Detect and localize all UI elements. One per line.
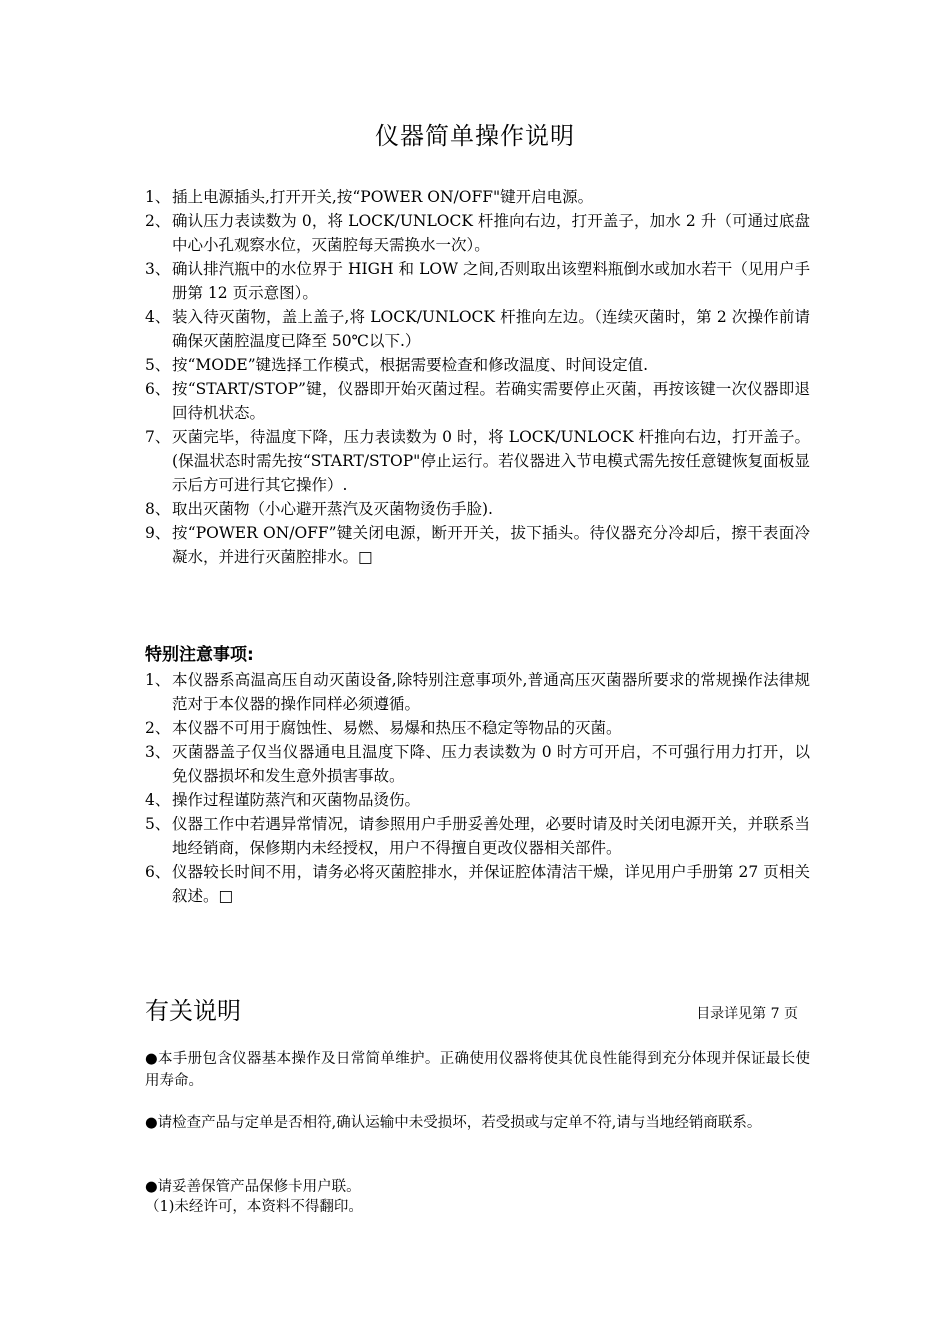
notes-heading: 特别注意事项: (145, 645, 254, 665)
page-title: 仪器简单操作说明 (375, 122, 575, 150)
note-item (145, 788, 810, 812)
operation-step (145, 521, 810, 569)
note-number: 5、 (145, 815, 171, 833)
about-paragraph: （1)未经许可，本资料不得翻印。 (145, 1199, 363, 1215)
step-text: 取出灭菌物（小心避开蒸汽及灭菌物烫伤手脸). (172, 500, 493, 518)
note-number: 4、 (145, 791, 171, 809)
note-item (145, 716, 810, 740)
about-paragraph: ●请检查产品与定单是否相符,确认运输中未受损坏，若受损或与定单不符,请与当地经销商联系。 (145, 1115, 762, 1131)
step-number: 4、 (145, 308, 171, 326)
operation-step (145, 185, 810, 209)
note-number: 3、 (145, 743, 171, 761)
step-text: 装入待灭菌物，盖上盖子,将 LOCK/UNLOCK 杆推向左边。（连续灭菌时，第 2 次操作前请确保灭菌腔温度已降至 50℃以下.） (172, 308, 810, 350)
note-item (145, 740, 810, 788)
step-text: 按“MODE”键选择工作模式，根据需要检查和修改温度、时间设定值. (172, 356, 649, 374)
note-item (145, 812, 810, 860)
note-number: 2、 (145, 719, 171, 737)
note-text: 本仪器不可用于腐蚀性、易燃、易爆和热压不稳定等物品的灭菌。 (172, 719, 622, 737)
step-text: 确认排汽瓶中的水位界于 HIGH 和 LOW 之间,否则取出该塑料瓶倒水或加水若干（见用户手册第 12 页示意图）。 (172, 260, 810, 302)
operation-step (145, 425, 810, 497)
step-number: 5、 (145, 356, 171, 374)
operation-step (145, 353, 810, 377)
note-item (145, 860, 810, 908)
step-number: 6、 (145, 380, 171, 398)
step-text: 确认压力表读数为 0，将 LOCK/UNLOCK 杆推向右边，打开盖子，加水 2 升（可通过底盘中心小孔观察水位，灭菌腔每天需换水一次）。 (172, 212, 810, 254)
step-number: 7、 (145, 428, 171, 446)
step-text: 按“START/STOP”键，仪器即开始灭菌过程。若确实需要停止灭菌，再按该键一次仪器即退回待机状态。 (172, 380, 810, 422)
note-item (145, 668, 810, 716)
step-number: 9、 (145, 524, 171, 542)
special-notes-list (145, 668, 810, 908)
note-number: 6、 (145, 863, 171, 881)
step-number: 8、 (145, 500, 171, 518)
about-paragraph: ●请妥善保管产品保修卡用户联。 (145, 1179, 361, 1195)
operation-step (145, 257, 810, 305)
note-text: 本仪器系高温高压自动灭菌设备,除特别注意事项外,普通高压灭菌器所要求的常规操作法律规范对于本仪器的操作同样必须遵循。 (172, 671, 810, 713)
operation-steps-list (145, 185, 810, 569)
step-number: 3、 (145, 260, 171, 278)
step-text: 插上电源插头,打开开关,按“POWER ON/OFF"键开启电源。 (172, 188, 594, 206)
toc-reference: 目录详见第 7 页 (696, 1006, 798, 1022)
operation-step (145, 305, 810, 353)
step-number: 2、 (145, 212, 171, 230)
step-text: 按“POWER ON/OFF”键关闭电源，断开开关，拔下插头。待仪器充分冷却后，擦干表面冷凝水，并进行灭菌腔排水。□ (172, 524, 810, 566)
about-paragraph: ●本手册包含仪器基本操作及日常简单维护。正确使用仪器将使其优良性能得到充分体现并保证最长使用寿命。 (145, 1051, 810, 1089)
operation-step (145, 497, 810, 521)
note-number: 1、 (145, 671, 171, 689)
operation-step (145, 377, 810, 425)
operation-step (145, 209, 810, 257)
note-text: 操作过程谨防蒸汽和灭菌物品烫伤。 (172, 791, 421, 809)
step-text: 灭菌完毕，待温度下降，压力表读数为 0 时，将 LOCK/UNLOCK 杆推向右边，打开盖子。(保温状态时需先按“START/STOP"停止运行。若仪器进入节电模式需先按任意键恢复面板显示后方可进行其它操作）. (172, 428, 810, 494)
note-text: 仪器工作中若遇异常情况，请参照用户手册妥善处理，必要时请及时关闭电源开关，并联系当地经销商，保修期内未经授权，用户不得擅自更改仪器相关部件。 (172, 815, 810, 857)
note-text: 灭菌器盖子仅当仪器通电且温度下降、压力表读数为 0 时方可开启，不可强行用力打开，以免仪器损坏和发生意外损害事故。 (172, 743, 810, 785)
about-heading: 有关说明 (145, 997, 241, 1025)
step-number: 1、 (145, 188, 171, 206)
note-text: 仪器较长时间不用，请务必将灭菌腔排水，并保证腔体清洁干燥，详见用户手册第 27 页相关叙述。□ (172, 863, 810, 905)
